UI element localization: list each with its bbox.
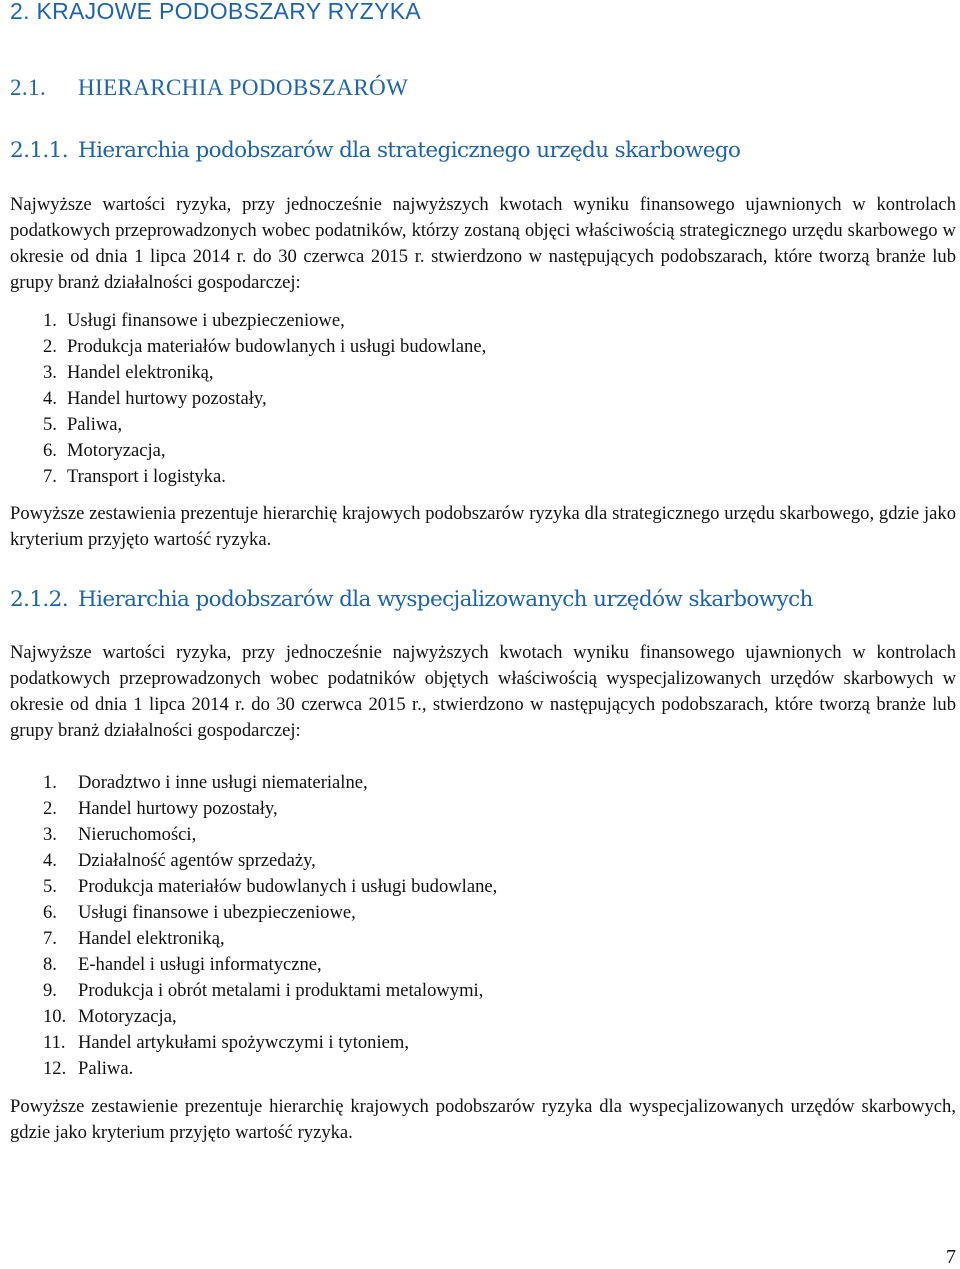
strategic-intro-paragraph: Najwyższe wartości ryzyka, przy jednocześnie najwyższych kwotach wyniku finansowego ujawnionych w kontrolach podatkowych przeprowadzonych wobec podatników, którzy zostaną objęci właściwością strategicznego urzędu skarbowego w okresie od dnia 1 lipca 2014 r. do 30 czerwca 2015 r. stwierdzono w następujących podobszarach, które tworzą branże lub grupy branż działalności gospodarczej:: [10, 194, 956, 293]
list-item: [43, 770, 497, 796]
chapter-heading: 2. KRAJOWE PODOBSZARY RYZYKA: [10, 0, 422, 24]
list-item: [43, 926, 497, 952]
list-item-number: 5.: [43, 414, 57, 435]
list-item-text: Motoryzacja,: [78, 1006, 177, 1027]
list-item: [43, 464, 486, 490]
list-item-number: 6.: [43, 902, 57, 923]
list-item-text: Handel artykułami spożywczymi i tytoniem,: [78, 1032, 409, 1053]
list-item-text: Handel elektroniką,: [78, 928, 225, 949]
list-item: [43, 1030, 497, 1056]
specialized-intro-paragraph: Najwyższe wartości ryzyka, przy jednocześnie najwyższych kwotach wyniku finansowego ujawnionych w kontrolach podatkowych przeprowadzonych wobec podatników objętych właściwością wyspecjalizowanych urzędów skarbowych w okresie od dnia 1 lipca 2014 r. do 30 czerwca 2015 r., stwierdzono w następujących podobszarach, które tworzą branże lub grupy branż działalności gospodarczej:: [10, 642, 956, 741]
list-item-number: 3.: [43, 362, 57, 383]
list-item-number: 2.: [43, 336, 57, 357]
list-item-text: Transport i logistyka.: [66, 466, 226, 487]
list-item-number: 8.: [43, 954, 57, 975]
subsection-heading-strategic: [10, 138, 740, 163]
list-item-number: 7.: [43, 928, 57, 949]
subsection-title: Hierarchia podobszarów dla strategicznego urzędu skarbowego: [77, 138, 741, 163]
list-item-text: Paliwa,: [66, 414, 123, 435]
subsection-number: 2.1.2.: [10, 587, 68, 612]
list-item-text: Produkcja materiałów budowlanych i usługi budowlane,: [78, 876, 498, 897]
specialized-summary-paragraph: Powyższe zestawienie prezentuje hierarchię krajowych podobszarów ryzyka dla wyspecjalizowanych urzędów skarbowych, gdzie jako kryterium przyjęto wartość ryzyka.: [10, 1096, 956, 1143]
list-item: [43, 796, 497, 822]
section-heading-title: HIERARCHIA PODOBSZARÓW: [78, 75, 409, 100]
section-heading-number: 2.1.: [10, 75, 47, 100]
list-item-text: E-handel i usługi informatyczne,: [78, 954, 322, 975]
specialized-subareas-list: [43, 770, 497, 1082]
list-item-number: 1.: [43, 772, 57, 793]
list-item-text: Działalność agentów sprzedaży,: [78, 850, 316, 871]
subsection-heading-specialized: [10, 587, 813, 612]
list-item-number: 2.: [43, 798, 57, 819]
list-item-number: 9.: [43, 980, 57, 1001]
list-item-text: Usługi finansowe i ubezpieczeniowe,: [66, 310, 345, 331]
list-item-text: Produkcja materiałów budowlanych i usługi budowlane,: [66, 336, 487, 357]
list-item-text: Usługi finansowe i ubezpieczeniowe,: [78, 902, 356, 923]
page-number: 7: [946, 1246, 956, 1268]
list-item: [43, 952, 497, 978]
list-item: [43, 438, 486, 464]
list-item-text: Handel hurtowy pozostały,: [66, 388, 267, 409]
list-item: [43, 1004, 497, 1030]
list-item-number: 7.: [43, 466, 57, 487]
list-item-number: 10.: [43, 1006, 67, 1027]
list-item: [43, 822, 497, 848]
list-item-number: 4.: [43, 388, 57, 409]
list-item: [43, 1056, 497, 1082]
list-item: [43, 308, 486, 334]
list-item: [43, 334, 486, 360]
subsection-number: 2.1.1.: [10, 138, 68, 163]
list-item-text: Paliwa.: [78, 1058, 134, 1079]
list-item-number: 4.: [43, 850, 57, 871]
list-item: [43, 848, 497, 874]
list-item-number: 12.: [43, 1058, 67, 1079]
list-item-number: 3.: [43, 824, 57, 845]
list-item: [43, 412, 486, 438]
list-item: [43, 874, 497, 900]
list-item-text: Handel elektroniką,: [66, 362, 214, 383]
list-item-text: Motoryzacja,: [66, 440, 166, 461]
list-item-text: Doradztwo i inne usługi niematerialne,: [78, 772, 368, 793]
list-item-text: Handel hurtowy pozostały,: [78, 798, 278, 819]
subsection-title: Hierarchia podobszarów dla wyspecjalizowanych urzędów skarbowych: [77, 587, 813, 612]
list-item: [43, 900, 497, 926]
list-item-number: 1.: [43, 310, 57, 331]
list-item-text: Nieruchomości,: [78, 824, 197, 845]
list-item: [43, 386, 486, 412]
list-item-text: Produkcja i obrót metalami i produktami metalowymi,: [78, 980, 484, 1001]
strategic-summary-paragraph: Powyższe zestawienia prezentuje hierarchię krajowych podobszarów ryzyka dla strategicznego urzędu skarbowego, gdzie jako kryterium przyjęto wartość ryzyka.: [10, 503, 956, 550]
list-item: [43, 360, 486, 386]
section-heading: [10, 75, 408, 101]
list-item-number: 6.: [43, 440, 57, 461]
strategic-subareas-list: [43, 308, 486, 490]
list-item: [43, 978, 497, 1004]
list-item-number: 11.: [43, 1032, 66, 1053]
list-item-number: 5.: [43, 876, 57, 897]
